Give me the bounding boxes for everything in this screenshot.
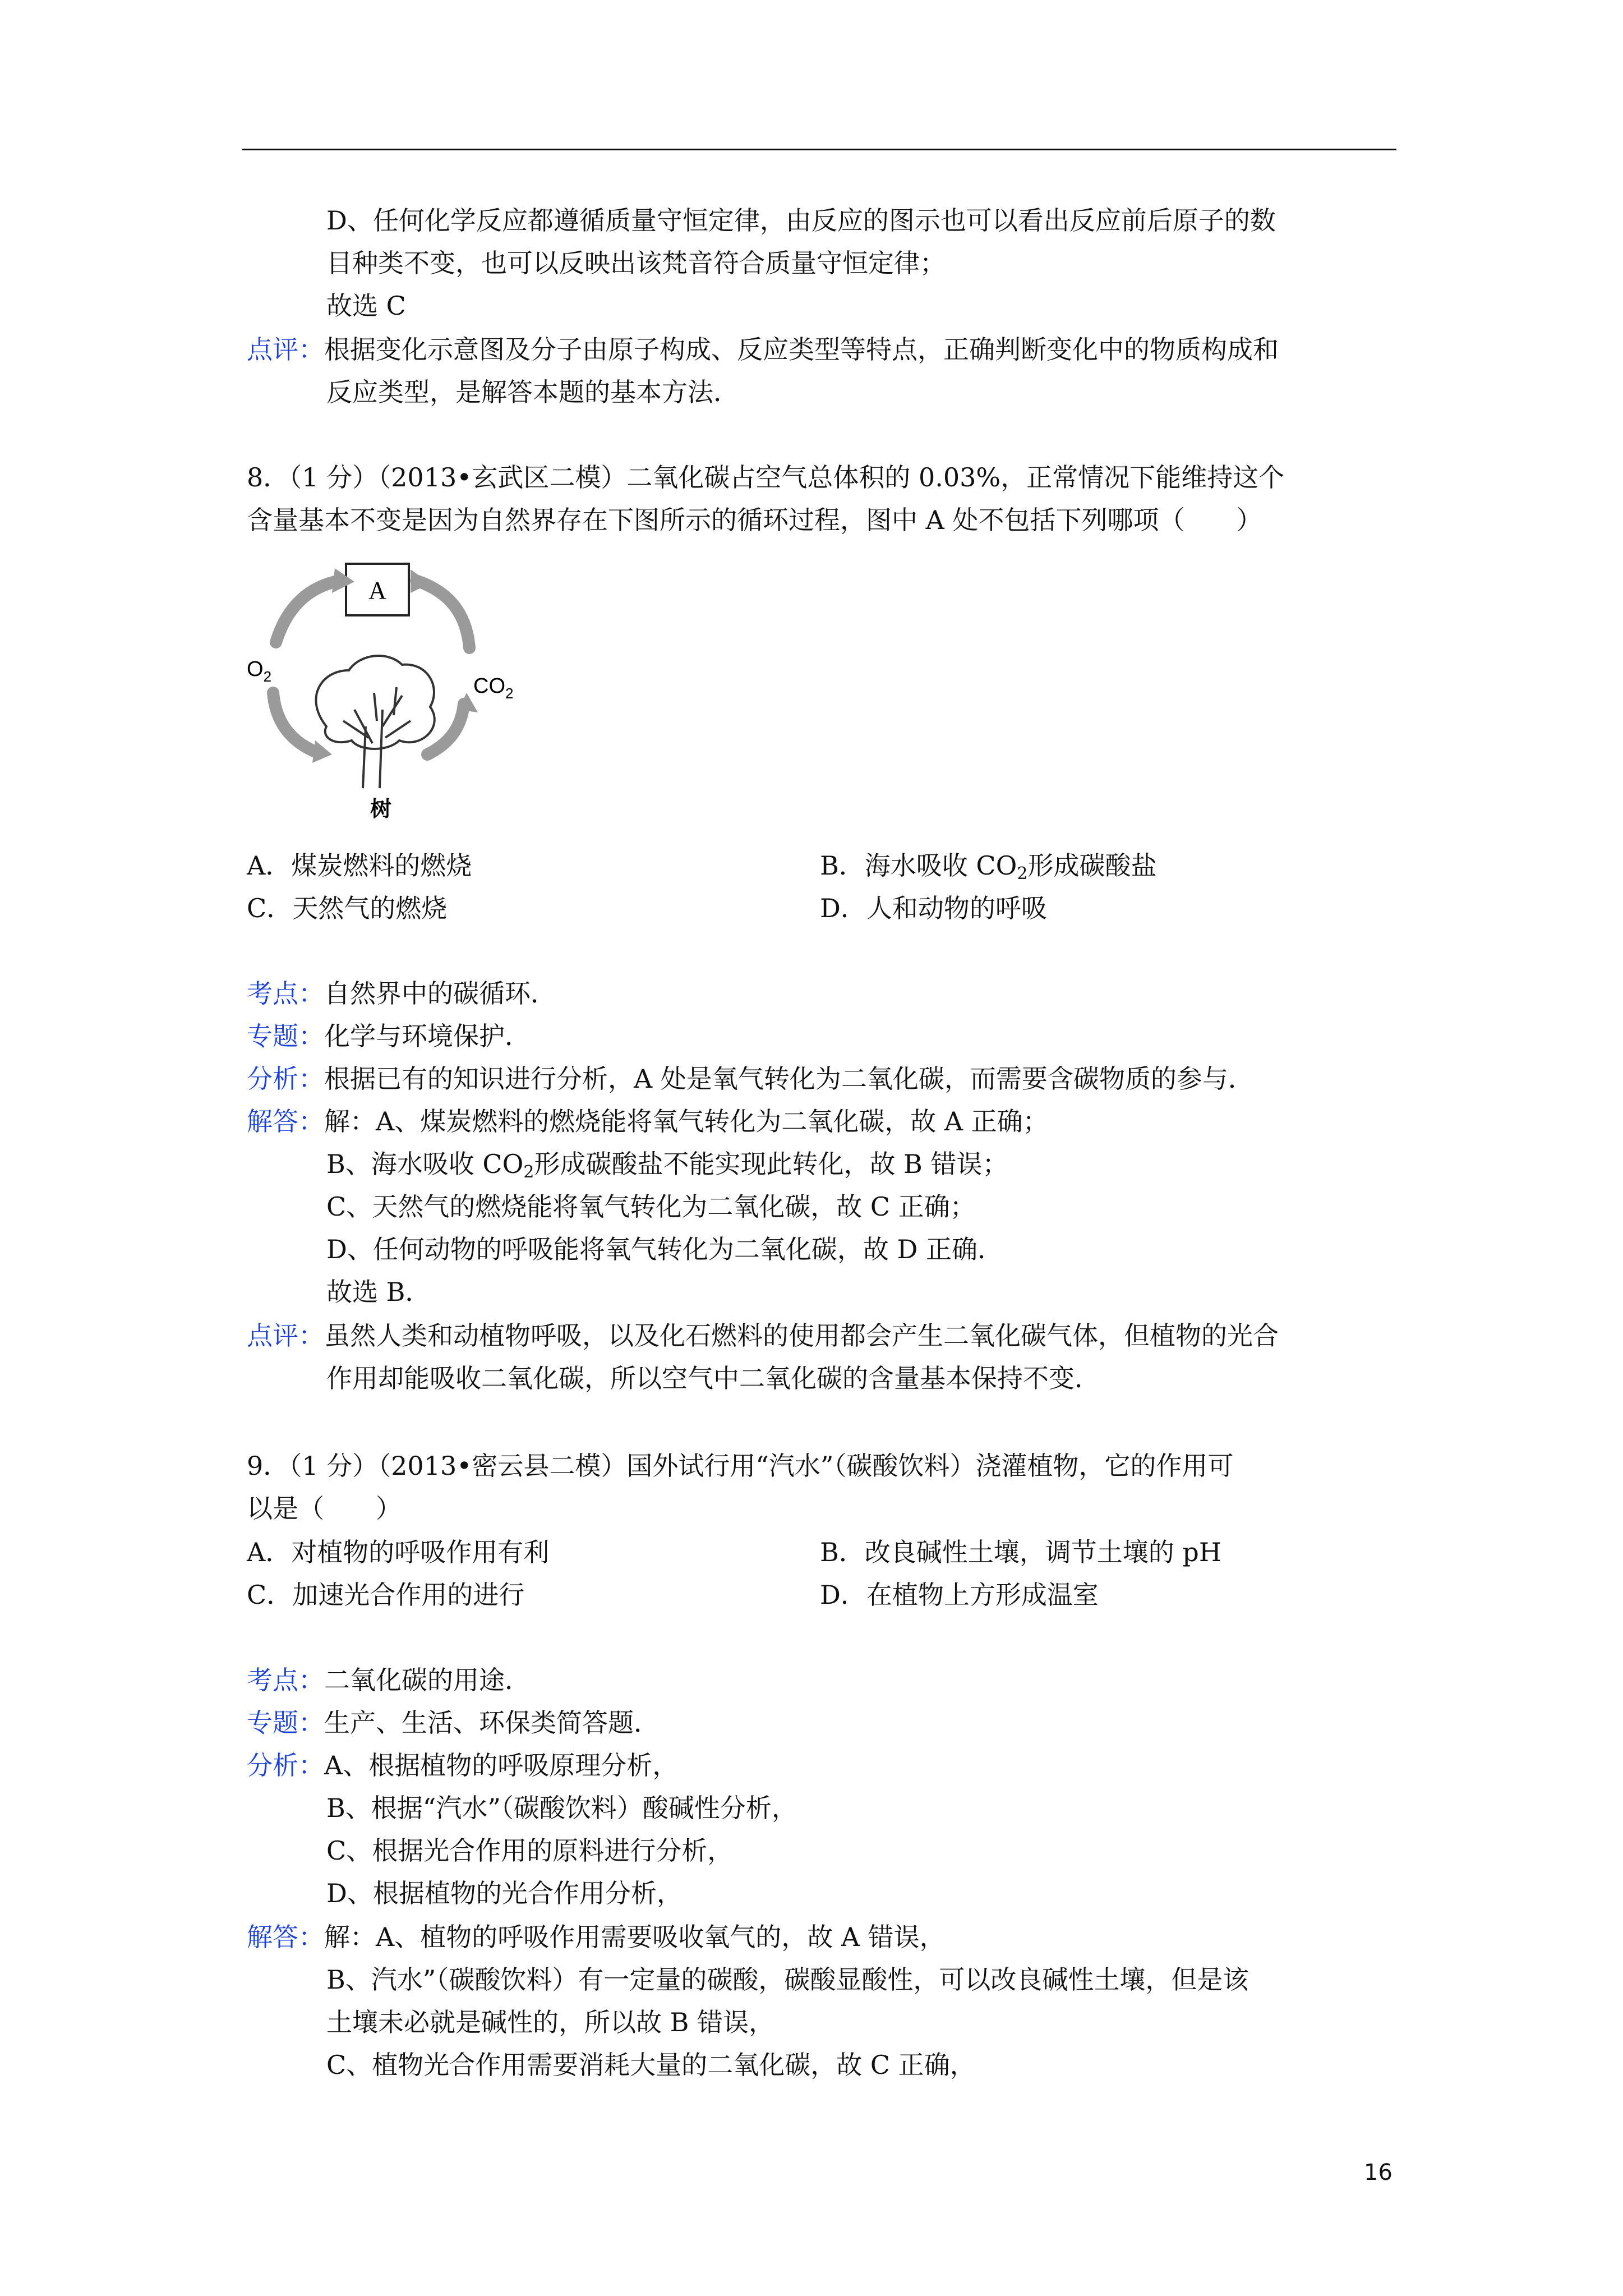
jieda-line: B、海水吸收 $CO_2$形成碳酸盐不能实现此转化，故 B 错误；	[326, 1149, 1008, 1182]
question-8-stem: 8．（1 分）（2013•玄武区二模）二氧化碳占空气总体积的 0.03%，正常情况下能维持这个	[247, 462, 1285, 493]
comment-text: 反应类型，是解答本题的基本方法．	[326, 377, 739, 407]
option-b: B．改良碱性土壤，调节土壤的 pH	[820, 1537, 1221, 1567]
jieda-row: 解答：解：A、植物的呼吸作用需要吸收氧气的，故 A 错误，	[247, 1922, 946, 1952]
kaodian-label: 考点：	[247, 1665, 324, 1695]
jieda-line: B、汽水”（碳酸饮料）有一定量的碳酸，碳酸显酸性，可以改良碱性土壤，但是该	[326, 1964, 1249, 1995]
question-9-stem: 9．（1 分）（2013•密云县二模）国外试行用“汽水”（碳酸饮料）浇灌植物，它的作用可	[247, 1451, 1234, 1481]
o2-label: $O_2$	[247, 657, 272, 685]
comment-text: 根据变化示意图及分子由原子构成、反应类型等特点，正确判断变化中的物质构成和	[324, 334, 1279, 365]
option-c: C．天然气的燃烧	[247, 893, 448, 923]
jieda-line: 故选 B．	[326, 1277, 431, 1307]
jieda-line: D、任何动物的呼吸能将氧气转化为二氧化碳，故 D 正确．	[326, 1234, 1004, 1264]
comment-row: 点评：虽然人类和动植物呼吸，以及化石燃料的使用都会产生二氧化碳气体，但植物的光合	[247, 1320, 1279, 1351]
tree-label: 树	[370, 797, 392, 821]
option-d: D．人和动物的呼吸	[820, 893, 1047, 923]
option-d: D．在植物上方形成温室	[820, 1580, 1099, 1610]
jieda-label: 解答：	[247, 1106, 324, 1137]
zhuanti-label: 专题：	[247, 1708, 324, 1738]
co2-label: $CO_2$	[473, 674, 514, 702]
box-a-label: A	[368, 577, 386, 604]
carbon-cycle-diagram	[242, 558, 534, 833]
arrow-top-left	[276, 581, 340, 642]
fenxi-row: 分析：根据已有的知识进行分析，A 处是氧气转化为二氧化碳，而需要含碳物质的参与．	[247, 1064, 1254, 1094]
jieda-line: C、天然气的燃烧能将氧气转化为二氧化碳，故 C 正确；	[326, 1191, 976, 1222]
option-a: A．对植物的呼吸作用有利	[247, 1537, 550, 1567]
comment-label: 点评：	[247, 1320, 324, 1351]
kaodian-row: 考点：二氧化碳的用途．	[247, 1665, 531, 1695]
option-b: B．海水吸收 $CO_2$形成碳酸盐	[820, 850, 1157, 884]
fenxi-label: 分析：	[247, 1750, 324, 1780]
tree-trunk	[343, 687, 411, 788]
option-a: A．煤炭燃料的燃烧	[247, 850, 472, 881]
answer-choice: 故选 C	[326, 291, 406, 321]
fenxi-line: B、根据“汽水”（碳酸饮料）酸碱性分析，	[326, 1793, 797, 1823]
arrow-bottom-left	[273, 693, 315, 752]
fenxi-row: 分析：A、根据植物的呼吸原理分析，	[247, 1750, 679, 1780]
jieda-label: 解答：	[247, 1922, 324, 1952]
jieda-line: 土壤未必就是碱性的，所以故 B 错误，	[326, 2007, 775, 2037]
comment-row	[247, 332, 1279, 367]
answer-d-line: D、任何化学反应都遵循质量守恒定律，由反应的图示也可以看出反应前后原子的数	[326, 205, 1276, 236]
fenxi-line: C、根据光合作用的原料进行分析，	[326, 1835, 734, 1866]
fenxi-line: D、根据植物的光合作用分析，	[326, 1878, 683, 1908]
carbon-cycle-figure	[242, 558, 534, 833]
question-9-stem: 以是（ ）	[247, 1493, 402, 1524]
header-rule	[242, 149, 1396, 150]
jieda-row: 解答：解：A、煤炭燃料的燃烧能将氧气转化为二氧化碳，故 A 正确；	[247, 1106, 1049, 1137]
arrow-top-right	[416, 581, 469, 648]
zhuanti-row: 专题：化学与环境保护．	[247, 1021, 531, 1051]
jieda-line: C、植物光合作用需要消耗大量的二氧化碳，故 C 正确，	[326, 2050, 976, 2080]
kaodian-row: 考点：自然界中的碳循环．	[247, 978, 556, 1009]
comment-text: 作用却能吸收二氧化碳，所以空气中二氧化碳的含量基本保持不变．	[326, 1363, 1100, 1393]
question-8-stem: 含量基本不变是因为自然界存在下图所示的循环过程，图中 A 处不包括下列哪项（ ）	[247, 505, 1262, 535]
zhuanti-row: 专题：生产、生活、环保类简答题．	[247, 1708, 660, 1738]
kaodian-label: 考点：	[247, 978, 324, 1009]
fenxi-label: 分析：	[247, 1064, 324, 1094]
answer-d-line: 目种类不变，也可以反映出该梵音符合质量守恒定律；	[326, 248, 946, 278]
comment-label: 点评：	[247, 334, 324, 365]
zhuanti-label: 专题：	[247, 1021, 324, 1051]
option-c: C．加速光合作用的进行	[247, 1580, 525, 1610]
arrow-head	[312, 740, 332, 763]
page-number: 16	[1364, 2160, 1393, 2185]
